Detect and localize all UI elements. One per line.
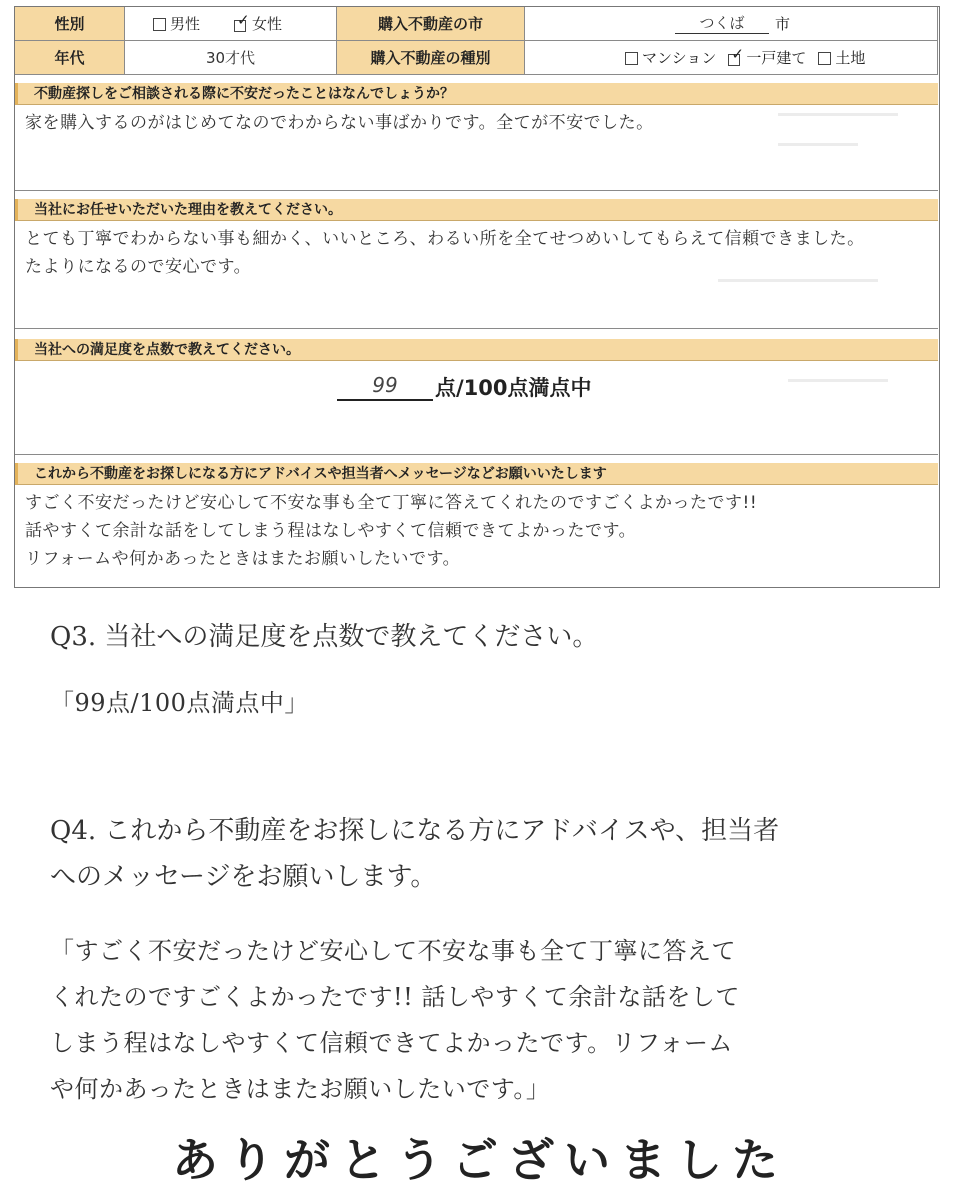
question-4-line: Q4. これから不動産をお探しになる方にアドバイスや、担当者 (50, 816, 780, 846)
age-label: 年代 (15, 41, 125, 75)
mansion-option-label: マンション (642, 49, 717, 67)
age-value: 30才代 (125, 41, 337, 75)
section-anxiety (15, 83, 938, 191)
house-checkbox-checked: ✓ (728, 51, 742, 64)
respondent-info-grid (15, 7, 938, 75)
city-label: 購入不動産の市 (337, 7, 525, 41)
question-3: Q3. 当社への満足度を点数で教えてください。 (50, 622, 599, 652)
answer-4-line: 「すごく不安だったけど安心して不安な事も全て丁寧に答えて (50, 937, 736, 965)
mansion-checkbox (625, 52, 638, 65)
female-option-label: 女性 (252, 15, 283, 33)
handwritten-line: リフォームや何かあったときはまたお願いしたいです。 (25, 549, 461, 569)
score-value: 99 (337, 373, 433, 401)
section-anxiety-heading: 不動産探しをご相談される際に不安だったことはなんでしょうか？ (15, 83, 938, 105)
male-checkbox (153, 18, 166, 31)
property-type-label: 購入不動産の種別 (337, 41, 525, 75)
section-advice-answer (15, 485, 938, 573)
section-reason-heading: 当社にお任せいただいた理由を教えてください。 (15, 199, 938, 221)
city-value: つくば (675, 13, 769, 34)
handwritten-line: すごく不安だったけど安心して不安な事も全て丁寧に答えてくれたのですごくよかったです!! (25, 493, 758, 513)
land-checkbox (818, 52, 831, 65)
city-suffix: 市 (775, 15, 791, 33)
gender-options (125, 7, 337, 41)
land-option-label: 土地 (835, 49, 866, 67)
section-advice-heading: これから不動産をお探しになる方にアドバイスや担当者へメッセージなどお願いいたします (15, 463, 938, 485)
gender-label: 性別 (15, 7, 125, 41)
thank-you-heading: ありがとうございました (172, 1133, 788, 1187)
handwritten-line: 話やすくて余計な話をしてしまう程はなしやすくて信頼できてよかったです。 (25, 521, 637, 541)
answer-4 (50, 928, 930, 1112)
section-satisfaction-heading: 当社への満足度を点数で教えてください。 (15, 339, 938, 361)
house-option-label: 一戸建て (746, 49, 807, 67)
article-body (50, 614, 930, 1112)
section-reason-answer (15, 221, 938, 281)
score-answer (337, 373, 592, 401)
handwritten-line: 家を購入するのがはじめてなのでわからない事ばかりです。全てが不安でした。 (25, 113, 654, 133)
score-suffix: 点/100点満点中 (435, 376, 592, 400)
property-type-options (525, 41, 938, 75)
section-anxiety-answer (15, 105, 938, 137)
city-field (525, 7, 938, 41)
section-reason (15, 199, 938, 329)
female-checkbox-checked: ✓ (234, 17, 248, 30)
answer-4-line: しまう程はなしやすくて信頼できてよかったです。リフォーム (50, 1029, 733, 1057)
question-4-line: へのメッセージをお願いします。 (50, 862, 437, 892)
answer-4-line: くれたのですごくよかったです!! 話しやすくて余計な話をして (50, 983, 740, 1011)
answer-3: 「99点/100点満点中」 (50, 689, 309, 717)
answer-4-line: や何かあったときはまたお願いしたいです。」 (50, 1075, 551, 1103)
section-satisfaction (15, 339, 938, 455)
male-option-label: 男性 (170, 15, 201, 33)
section-advice (15, 463, 938, 587)
survey-form-scan (14, 6, 940, 588)
handwritten-line: とても丁寧でわからない事も細かく、いいところ、わるい所を全てせつめいしてもらえて信頼できました。 (25, 229, 865, 249)
handwritten-line: たよりになるので安心です。 (25, 257, 252, 277)
